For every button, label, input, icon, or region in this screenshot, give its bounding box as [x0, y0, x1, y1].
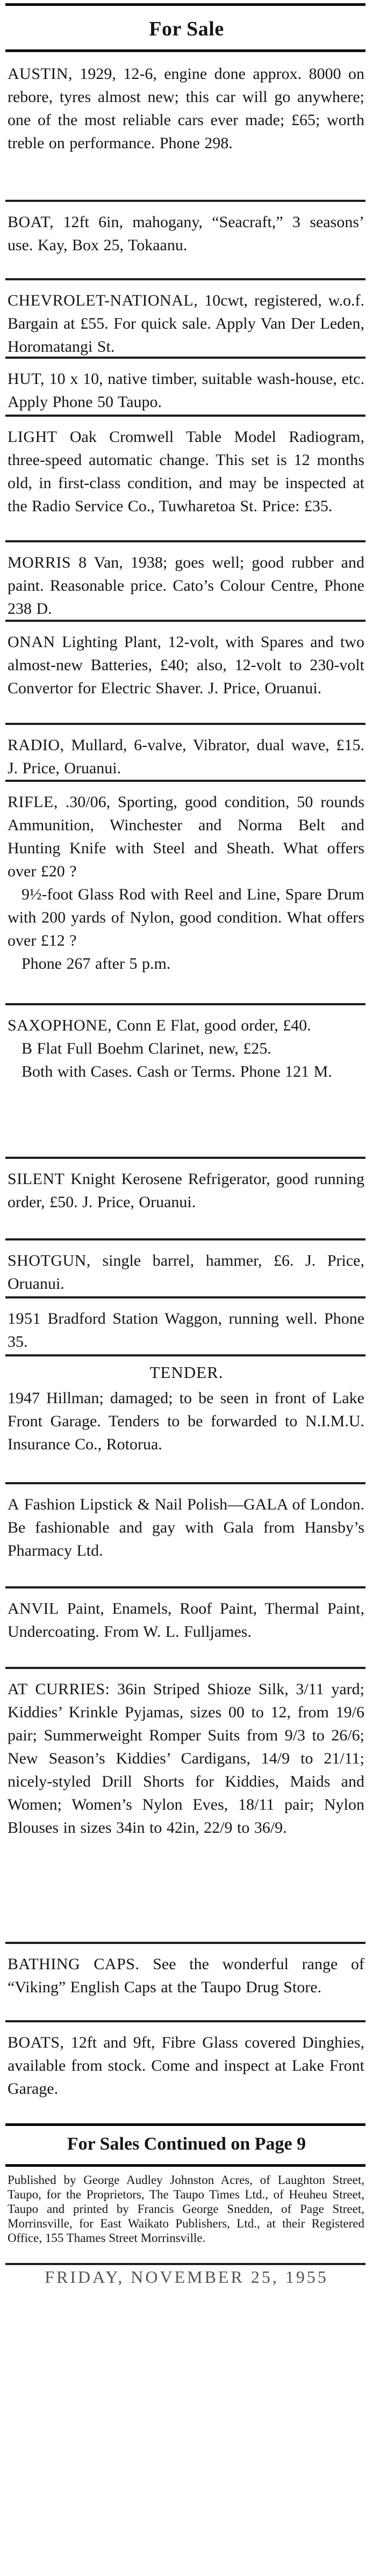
ad-boat	[8, 211, 364, 257]
top-rule	[5, 3, 365, 6]
ad-body: Knight Kerosene Refrigerator, good running order, £50. J. Price, Oruanui.	[8, 1170, 364, 1211]
ad-body-line: Both with Cases. Cash or Terms. Phone 121 M.	[21, 1063, 332, 1080]
ad-body-line: Phone 267 after 5 p.m.	[21, 955, 171, 973]
ad-body: Conn E Flat, good order, £40.	[116, 1017, 311, 1034]
ad-body: 1929, 12-6, engine done approx. 8000 on rebore, tyres almost new; this car will go anywhere; one of the most reliable cars ever made; £65; worth treble on performance. Phone 298.	[8, 65, 365, 152]
ad-rifle	[8, 790, 364, 975]
ad-light	[8, 425, 364, 518]
imprint-rule	[5, 2164, 365, 2167]
ad-headword: RADIO,	[8, 736, 64, 754]
ad-divider	[5, 1296, 365, 1298]
ad-headword: HUT,	[8, 370, 45, 388]
ad-divider	[5, 200, 365, 202]
ad-divider	[5, 540, 365, 542]
heading-rule	[5, 49, 365, 52]
ad-shotgun	[8, 1249, 364, 1295]
ad-body: See the wonderful range of “Viking” English Caps at the Taupo Drug Store.	[8, 1955, 364, 1996]
ad-divider	[5, 780, 365, 782]
ad-curries	[8, 1678, 364, 1839]
ad-body: .30/06, Sporting, good condition, 50 rounds Ammunition, Winchester and Norma Belt and Hunting Knife with Steel and Sheath. What offers over £20 ?	[8, 793, 365, 880]
ad-headword: SILENT	[8, 1170, 65, 1188]
ad-hut	[8, 367, 364, 413]
ad-divider	[5, 620, 365, 622]
ad-headword: LIGHT	[8, 428, 58, 446]
ad-headword: BOATS,	[8, 2034, 64, 2051]
ad-headword: ONAN	[8, 633, 55, 651]
ad-body: single barrel, hammer, £6. J. Price, Oruanui.	[8, 1252, 364, 1293]
ad-headword: BATHING CAPS.	[8, 1955, 140, 1973]
tender-title: TENDER.	[149, 1363, 224, 1382]
ad-anvil	[8, 1597, 364, 1643]
publisher-imprint: Published by George Audley Johnston Acres, of Laughton Street, Taupo, for the Proprietors, The Taupo Times Ltd., of Heuheu Street, Taupo and printed by Francis George Snedden, of Page Street, Morrinsville, for East Waikato Publishers, Ltd., at their Registered Office, 155 Thames Street Morrinsville.	[8, 2173, 364, 2245]
ad-onan	[8, 630, 364, 700]
ad-fashion	[8, 1493, 364, 1562]
ad-headword: 1951	[8, 1310, 41, 1327]
ad-headword: SAXOPHONE,	[8, 1017, 112, 1034]
ad-body: 12ft 6in, mahogany, “Seacraft,” 3 seasons’ use. Kay, Box 25, Tokaanu.	[8, 213, 364, 254]
ad-morris	[8, 551, 364, 620]
ad-body: 36in Striped Shioze Silk, 3/11 yard; Kiddies’ Krinkle Pyjamas, sizes 00 to 12, from 19/6 pair; Summerweight Romper Suits from 9/3 to 26/6; New Season’s Kiddies’ Cardigans, 14/9 to 21/11; nicely-styled Drill Shorts for Kiddies, Maids and Women; Women’s Nylon Eves, 18/11 pair; Nylon Blouses in sizes 34in to 42in, 22/9 to 36/9.	[8, 1680, 365, 1837]
ad-headword: RIFLE,	[8, 793, 58, 811]
ad-bathing-caps	[8, 1953, 364, 1999]
dateline-rule	[5, 2263, 365, 2265]
continued-notice: For Sales Continued on Page 9	[67, 2134, 306, 2154]
ad-body: Fashion Lipstick & Nail Polish—GALA of London. Be fashionable and gay with Gala from Hansby’s Pharmacy Ltd.	[8, 1496, 365, 1559]
section-heading: For Sale	[149, 18, 224, 40]
ad-headword: MORRIS	[8, 554, 71, 571]
ad-austin	[8, 62, 364, 155]
ad-body: 10 x 10, native timber, suitable wash-house, etc. Apply Phone 50 Taupo.	[8, 370, 364, 411]
ad-headword: ANVIL	[8, 1600, 59, 1617]
ad-divider	[5, 1482, 365, 1484]
ad-headword: AUSTIN,	[8, 65, 73, 83]
ad-chevrolet	[8, 289, 364, 358]
ad-headword: SHOTGUN,	[8, 1252, 91, 1269]
ad-body: Paint, Enamels, Roof Paint, Thermal Paint, Undercoating. From W. L. Fulljames.	[8, 1600, 365, 1641]
ad-divider	[5, 415, 365, 417]
ad-boats	[8, 2031, 364, 2100]
ad-divider	[5, 1003, 365, 1005]
ad-divider	[5, 1157, 365, 1159]
ad-headword: A	[8, 1496, 20, 1513]
ad-divider	[5, 1586, 365, 1588]
ad-silent	[8, 1167, 364, 1214]
ad-bradford	[8, 1307, 364, 1353]
ad-divider	[5, 2020, 365, 2022]
ad-headword: AT CURRIES:	[8, 1680, 110, 1698]
ad-tender	[8, 1387, 364, 1456]
ad-divider	[5, 1942, 365, 1944]
issue-dateline: FRIDAY, NOVEMBER 25, 1955	[45, 2267, 328, 2287]
ad-divider	[5, 357, 365, 359]
ad-body: Oak Cromwell Table Model Radiogram, three-speed automatic change. This set is 12 months old, in first-class condition, and may be inspected at the Radio Service Co., Tuwharetoa St. Price: £35.	[8, 428, 365, 515]
ad-body-line: 9½-foot Glass Rod with Reel and Line, Spare Drum with 200 yards of Nylon, good condition. What offers over £12 ?	[8, 886, 364, 949]
ad-headword: BOAT,	[8, 213, 54, 231]
ad-divider	[5, 1354, 365, 1356]
ad-body: 12ft and 9ft, Fibre Glass covered Dinghies, available from stock. Come and inspect at Lake Front Garage.	[8, 2034, 365, 2098]
footer-rule	[5, 2123, 365, 2126]
ad-body: Mullard, 6-valve, Vibrator, dual wave, £15. J. Price, Oruanui.	[8, 736, 365, 777]
ad-body: 8 Van, 1938; goes well; good rubber and paint. Reasonable price. Cato’s Colour Centre, Phone 238 D.	[8, 554, 364, 618]
ad-divider	[5, 1667, 365, 1669]
ad-saxophone	[8, 1014, 364, 1083]
ad-body: 1947 Hillman; damaged; to be seen in front of Lake Front Garage. Tenders to be forwarded to N.I.M.U. Insurance Co., Rotorua.	[8, 1389, 364, 1453]
ad-body-line: B Flat Full Boehm Clarinet, new, £25.	[21, 1040, 271, 1057]
ad-divider	[5, 723, 365, 725]
ad-body: 10cwt, registered, w.o.f. Bargain at £55. For quick sale. Apply Van Der Leden, Horomatangi St.	[8, 292, 364, 355]
ad-divider	[5, 278, 365, 280]
ad-radio	[8, 734, 364, 780]
ad-body: Lighting Plant, 12-volt, with Spares and two almost-new Batteries, £40; also, 12-volt to 230-volt Convertor for Electric Shaver. J. Price, Oruanui.	[8, 633, 364, 697]
ad-body: Bradford Station Waggon, running well. Phone 35.	[8, 1310, 365, 1351]
ad-headword: CHEVROLET-NATIONAL,	[8, 292, 198, 309]
ad-divider	[5, 1238, 365, 1240]
